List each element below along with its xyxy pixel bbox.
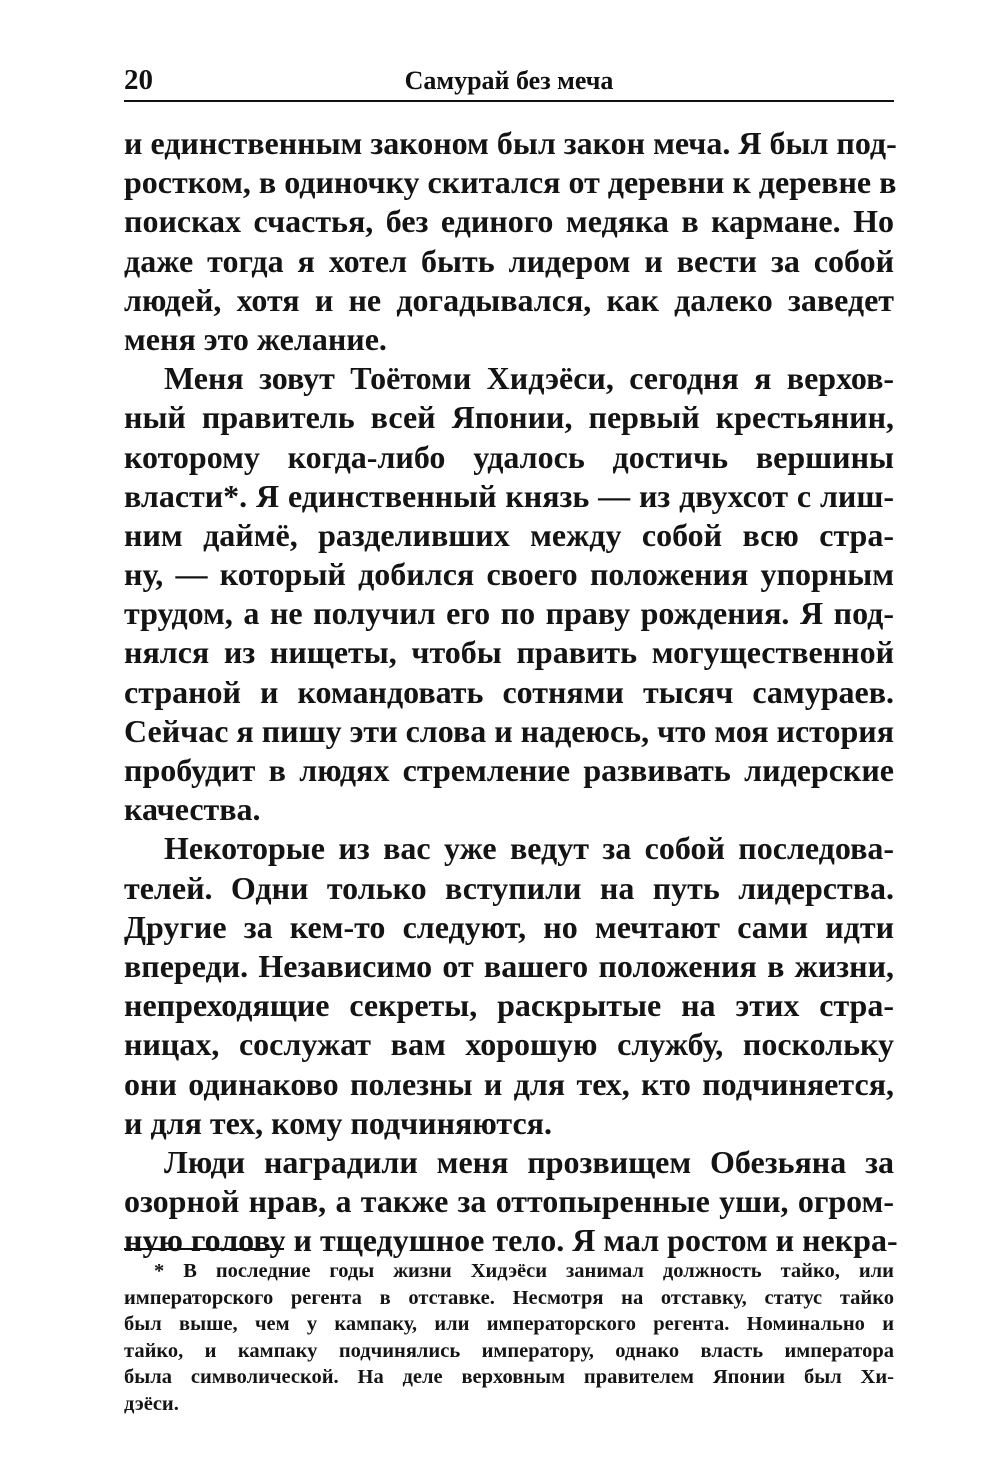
text-line: ную голову и тщедушное тело. Я мал ростом и некра- [124, 1222, 898, 1259]
footnote-line: * В последние годы жизни Хидэёси занимал должность тайко, или [154, 1260, 894, 1282]
text-line: озорной нрав, а также за оттопыренные уши, огром- [124, 1183, 894, 1220]
footnote-divider [124, 1248, 284, 1250]
page-number: 20 [124, 64, 153, 96]
text-line: ный правитель всей Японии, первый крестьянин, [124, 399, 894, 436]
text-line: власти*. Я единственный князь — из двухсот с лиш- [124, 477, 894, 514]
paragraph [124, 124, 897, 359]
text-line: и для тех, кому подчиняются. [124, 1104, 552, 1141]
text-line: ницах, сослужат вам хорошую службу, поскольку [124, 1026, 894, 1063]
text-line: впереди. Независимо от вашего положения в жизни, [124, 947, 894, 984]
text-line: трудом, а не получил его по праву рождения. Я под- [124, 595, 894, 632]
paragraph [124, 1143, 898, 1261]
footnote-line: был выше, чем у кампаку, или императорского регента. Номинально и [124, 1313, 894, 1335]
text-line: даже тогда я хотел быть лидером и вести за собой [124, 242, 894, 279]
text-line: телей. Одни только вступили на путь лидерства. [124, 869, 894, 906]
text-line: меня это желание. [124, 320, 387, 357]
text-line: качества. [124, 791, 261, 828]
text-line: нялся из нищеты, чтобы править могущественной [124, 634, 894, 671]
paragraph [124, 359, 894, 829]
running-header [124, 60, 894, 102]
footnote-line: была символической. На деле верховным правителем Японии был Хи- [124, 1366, 894, 1388]
text-line: ним даймё, разделивших между собой всю стра- [124, 516, 894, 553]
text-line: пробудит в людях стремление развивать лидерские [124, 752, 894, 788]
main-text [124, 124, 898, 1260]
footnote-line: императорского регента в отставке. Несмотря на отставку, статус тайко [124, 1286, 894, 1309]
text-line: Меня зовут Тоётоми Хидэёси, сегодня я верхов- [164, 360, 894, 397]
footnote [124, 1258, 894, 1417]
text-line: поисках счастья, без единого медяка в кармане. Но [124, 203, 894, 240]
book-title: Самурай без меча [404, 66, 614, 95]
text-line: людей, хотя и не догадывался, как далеко заведет [124, 281, 894, 318]
text-line: непреходящие секреты, раскрытые на этих стра- [124, 987, 894, 1024]
text-line: Сейчас я пишу эти слова и надеюсь, что моя история [124, 712, 894, 749]
text-line: Другие за кем-то следуют, но мечтают сами идти [124, 908, 894, 945]
text-line: Некоторые из вас уже ведут за собой последова- [164, 830, 894, 867]
text-line: они одинаково полезны и для тех, кто подчиняется, [124, 1065, 894, 1102]
text-line: которому когда-либо удалось достичь вершины [124, 438, 894, 475]
footnote-line: тайко, и кампаку подчинялись императору, однако власть императора [124, 1339, 894, 1362]
paragraph [124, 829, 894, 1143]
text-line: ростком, в одиночку скитался от деревни к деревне в [124, 164, 897, 201]
text-line: ну, — который добился своего положения упорным [124, 556, 894, 593]
text-line: Люди наградили меня прозвищем Обезьяна за [164, 1143, 894, 1180]
text-line: и единственным законом был закон меча. Я был под- [124, 125, 897, 161]
footnote-line: дэёси. [124, 1392, 179, 1415]
text-line: страной и командовать сотнями тысяч самураев. [124, 673, 894, 710]
